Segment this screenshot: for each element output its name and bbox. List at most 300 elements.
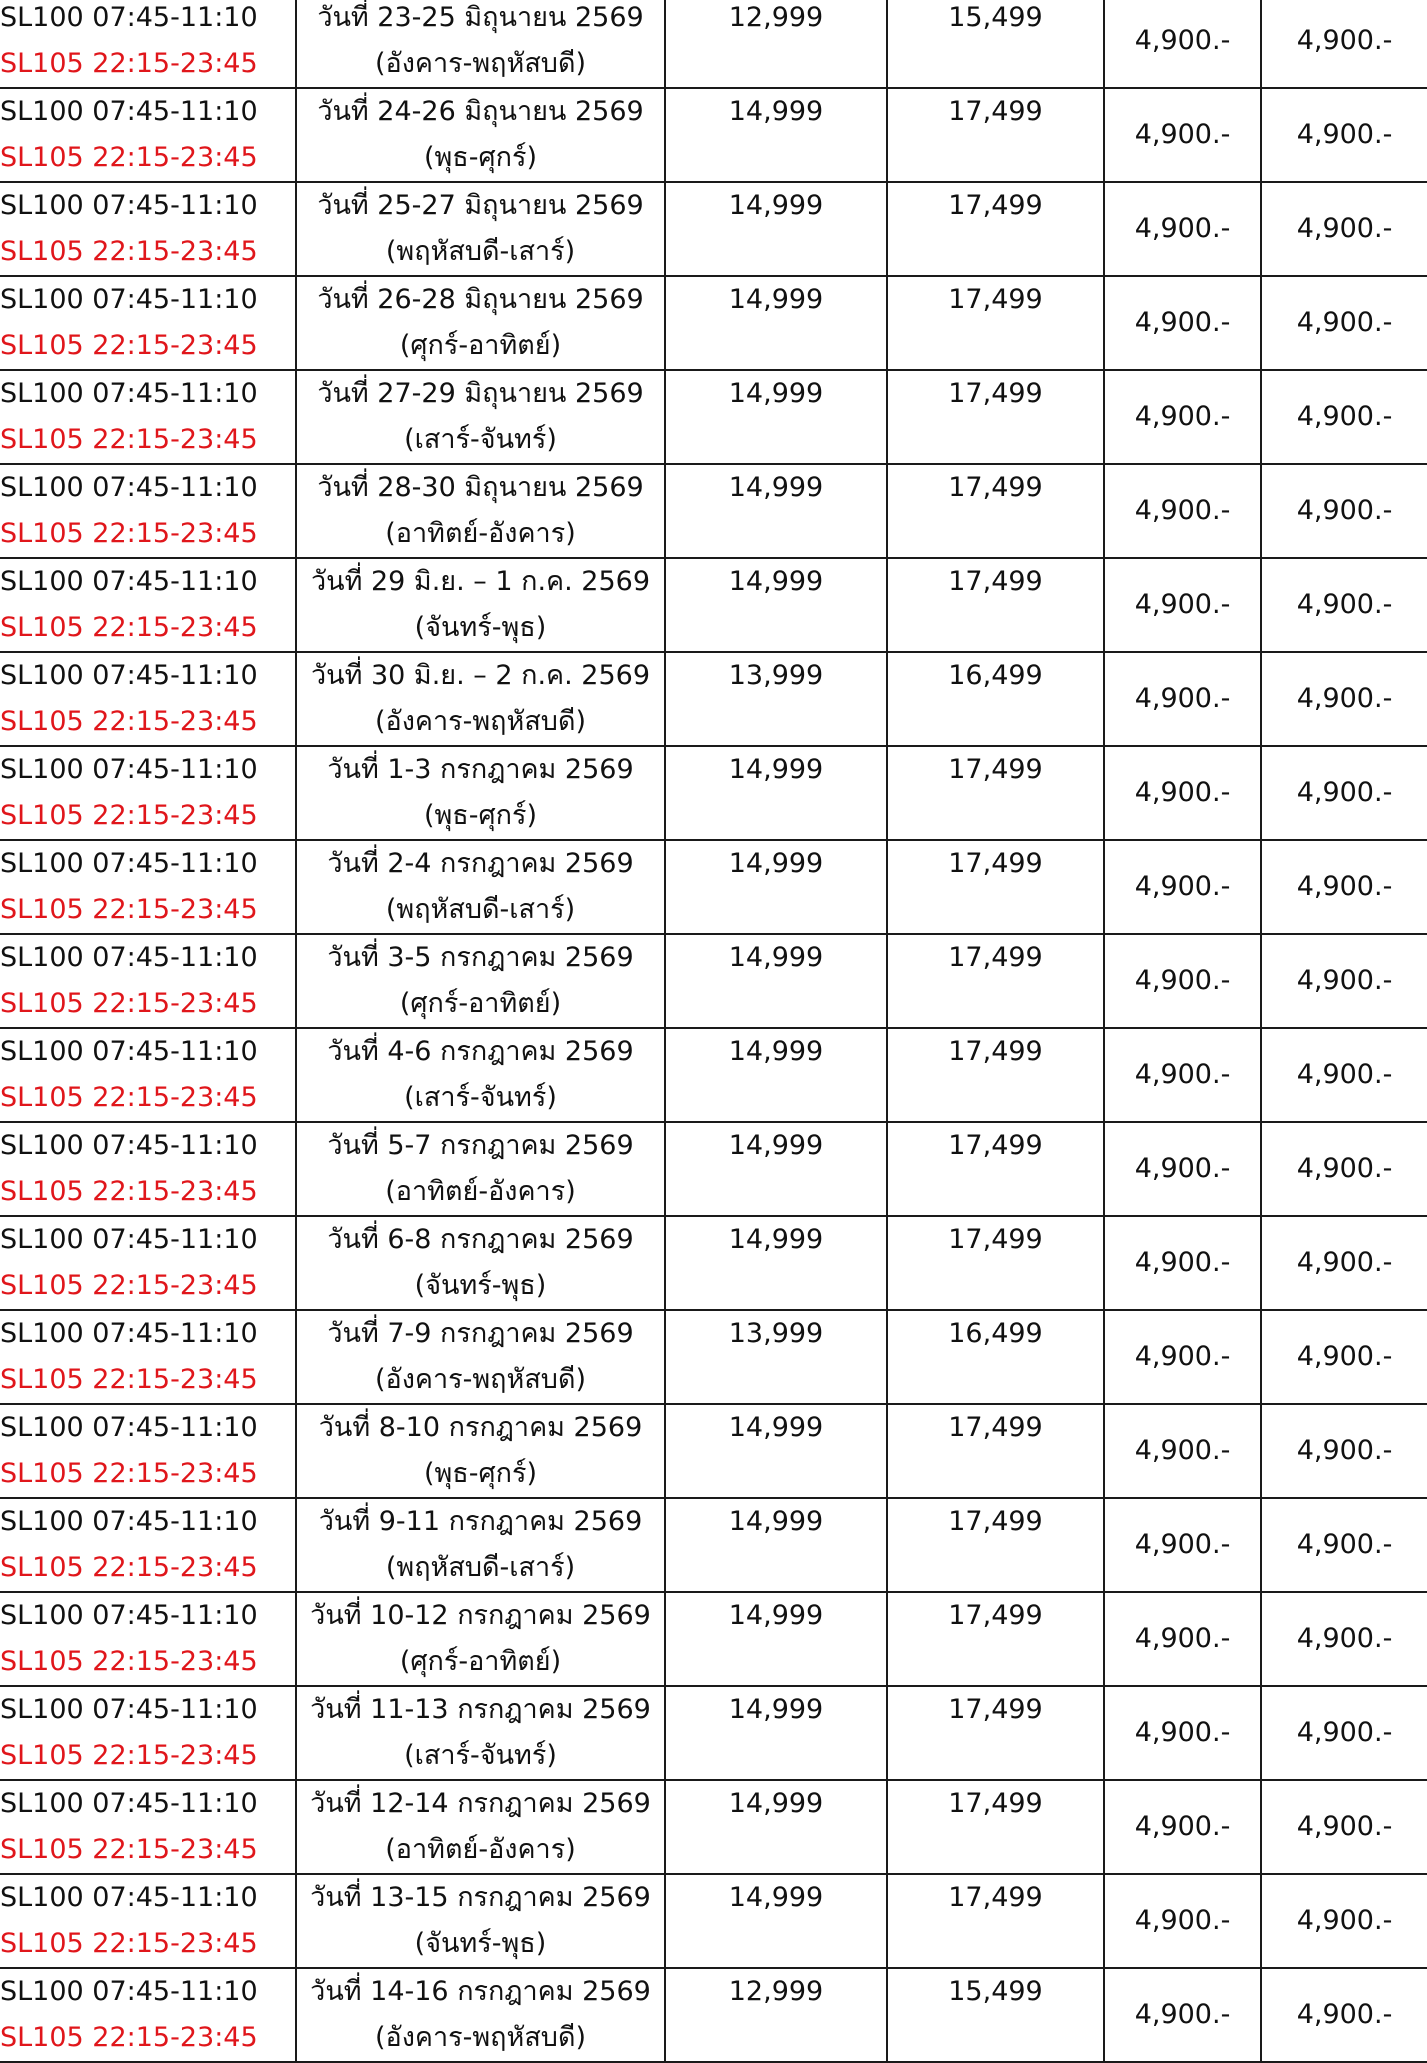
fee-a: 4,900.- (1134, 1905, 1231, 1936)
return-flight: SL105 22:15-23:45 (0, 1082, 258, 1113)
travel-date-cell (296, 464, 665, 558)
price-a: 14,999 (728, 1036, 824, 1067)
travel-weekdays: (จันทร์-พุธ) (414, 612, 547, 643)
return-flight: SL105 22:15-23:45 (0, 612, 258, 643)
price-cell-a (665, 558, 887, 652)
price-cell-b (887, 1592, 1104, 1686)
price-b: 17,499 (948, 1412, 1043, 1443)
return-flight: SL105 22:15-23:45 (0, 1458, 258, 1489)
flight-cell (0, 182, 296, 276)
flight-cell (0, 1780, 296, 1874)
fee-cell-b (1261, 1874, 1427, 1968)
outbound-flight: SL100 07:45-11:10 (0, 1036, 258, 1067)
price-cell-b (887, 1216, 1104, 1310)
return-flight: SL105 22:15-23:45 (0, 1740, 258, 1771)
price-cell-b (887, 370, 1104, 464)
travel-date-cell (296, 652, 665, 746)
fee-cell-b (1261, 1780, 1427, 1874)
travel-date-cell (296, 0, 665, 88)
fee-a: 4,900.- (1134, 1999, 1231, 2030)
fee-cell-a (1104, 1592, 1261, 1686)
return-flight: SL105 22:15-23:45 (0, 988, 258, 1019)
price-cell-b (887, 88, 1104, 182)
fee-b: 4,900.- (1296, 495, 1393, 526)
fee-a: 4,900.- (1134, 495, 1231, 526)
flight-cell (0, 1686, 296, 1780)
fee-cell-b (1261, 464, 1427, 558)
travel-dates: วันที่ 23-25 มิถุนายน 2569 (317, 2, 644, 33)
price-cell-a (665, 370, 887, 464)
travel-date-cell (296, 370, 665, 464)
outbound-flight: SL100 07:45-11:10 (0, 1976, 258, 2007)
fee-b: 4,900.- (1296, 213, 1393, 244)
fee-cell-b (1261, 1968, 1427, 2062)
fee-a: 4,900.- (1134, 1529, 1231, 1560)
table-row (0, 464, 1427, 558)
price-b: 17,499 (948, 754, 1043, 785)
price-a: 14,999 (728, 1600, 824, 1631)
outbound-flight: SL100 07:45-11:10 (0, 942, 258, 973)
fee-a: 4,900.- (1134, 589, 1231, 620)
price-cell-a (665, 1498, 887, 1592)
price-cell-b (887, 1780, 1104, 1874)
price-cell-b (887, 0, 1104, 88)
fee-cell-b (1261, 1686, 1427, 1780)
travel-weekdays: (อังคาร-พฤหัสบดี) (374, 2022, 587, 2053)
fee-b: 4,900.- (1296, 965, 1393, 996)
travel-date-cell (296, 1122, 665, 1216)
price-cell-b (887, 558, 1104, 652)
price-cell-a (665, 1310, 887, 1404)
travel-weekdays: (พุธ-ศุกร์) (423, 1458, 538, 1489)
travel-dates: วันที่ 25-27 มิถุนายน 2569 (317, 190, 644, 221)
fee-cell-a (1104, 370, 1261, 464)
outbound-flight: SL100 07:45-11:10 (0, 1130, 258, 1161)
fee-cell-a (1104, 276, 1261, 370)
fee-b: 4,900.- (1296, 683, 1393, 714)
flight-cell (0, 746, 296, 840)
price-a: 14,999 (728, 1882, 824, 1913)
fee-cell-b (1261, 276, 1427, 370)
fee-cell-a (1104, 1780, 1261, 1874)
travel-dates: วันที่ 14-16 กรกฎาคม 2569 (310, 1976, 651, 2007)
travel-weekdays: (อังคาร-พฤหัสบดี) (374, 1364, 587, 1395)
travel-dates: วันที่ 5-7 กรกฎาคม 2569 (327, 1130, 634, 1161)
travel-weekdays: (พฤหัสบดี-เสาร์) (385, 236, 576, 267)
flight-cell (0, 934, 296, 1028)
table-row (0, 0, 1427, 88)
travel-dates: วันที่ 3-5 กรกฎาคม 2569 (327, 942, 634, 973)
flight-cell (0, 840, 296, 934)
price-cell-a (665, 1028, 887, 1122)
flight-cell (0, 1968, 296, 2062)
travel-weekdays: (จันทร์-พุธ) (414, 1928, 547, 1959)
fee-a: 4,900.- (1134, 1717, 1231, 1748)
outbound-flight: SL100 07:45-11:10 (0, 1318, 258, 1349)
fee-b: 4,900.- (1296, 401, 1393, 432)
return-flight: SL105 22:15-23:45 (0, 1176, 258, 1207)
price-a: 14,999 (728, 566, 824, 597)
price-b: 17,499 (948, 1224, 1043, 1255)
price-cell-a (665, 1686, 887, 1780)
fee-cell-b (1261, 746, 1427, 840)
fee-cell-b (1261, 558, 1427, 652)
travel-weekdays: (อาทิตย์-อังคาร) (385, 518, 576, 549)
table-row (0, 652, 1427, 746)
price-cell-b (887, 1310, 1104, 1404)
outbound-flight: SL100 07:45-11:10 (0, 1788, 258, 1819)
price-a: 14,999 (728, 190, 824, 221)
price-b: 17,499 (948, 190, 1043, 221)
fee-cell-a (1104, 182, 1261, 276)
price-b: 17,499 (948, 1130, 1043, 1161)
travel-date-cell (296, 1686, 665, 1780)
price-a: 14,999 (728, 284, 824, 315)
table-row (0, 558, 1427, 652)
flight-cell (0, 1874, 296, 1968)
fee-b: 4,900.- (1296, 1811, 1393, 1842)
fee-b: 4,900.- (1296, 1529, 1393, 1560)
outbound-flight: SL100 07:45-11:10 (0, 1882, 258, 1913)
price-b: 15,499 (948, 1976, 1043, 2007)
fee-a: 4,900.- (1134, 1341, 1231, 1372)
travel-dates: วันที่ 10-12 กรกฎาคม 2569 (310, 1600, 651, 1631)
price-b: 17,499 (948, 1788, 1043, 1819)
return-flight: SL105 22:15-23:45 (0, 48, 258, 79)
fee-cell-a (1104, 934, 1261, 1028)
travel-dates: วันที่ 11-13 กรกฎาคม 2569 (310, 1694, 651, 1725)
price-cell-b (887, 840, 1104, 934)
travel-weekdays: (อังคาร-พฤหัสบดี) (374, 48, 587, 79)
table-row (0, 1404, 1427, 1498)
fee-cell-b (1261, 370, 1427, 464)
fee-cell-a (1104, 88, 1261, 182)
fee-cell-a (1104, 652, 1261, 746)
travel-weekdays: (อาทิตย์-อังคาร) (385, 1834, 576, 1865)
table-row (0, 1686, 1427, 1780)
fee-cell-b (1261, 1028, 1427, 1122)
fee-a: 4,900.- (1134, 1059, 1231, 1090)
travel-date-cell (296, 1874, 665, 1968)
price-a: 14,999 (728, 1224, 824, 1255)
fee-a: 4,900.- (1134, 1623, 1231, 1654)
fee-cell-b (1261, 934, 1427, 1028)
price-cell-b (887, 1968, 1104, 2062)
fee-a: 4,900.- (1134, 401, 1231, 432)
price-cell-a (665, 182, 887, 276)
fee-a: 4,900.- (1134, 777, 1231, 808)
table-row (0, 276, 1427, 370)
travel-dates: วันที่ 7-9 กรกฎาคม 2569 (327, 1318, 634, 1349)
fee-cell-b (1261, 1310, 1427, 1404)
travel-dates: วันที่ 1-3 กรกฎาคม 2569 (327, 754, 634, 785)
fee-cell-a (1104, 1498, 1261, 1592)
travel-date-cell (296, 558, 665, 652)
price-cell-a (665, 1874, 887, 1968)
price-cell-b (887, 746, 1104, 840)
travel-dates: วันที่ 27-29 มิถุนายน 2569 (317, 378, 644, 409)
flight-cell (0, 276, 296, 370)
return-flight: SL105 22:15-23:45 (0, 800, 258, 831)
price-cell-a (665, 88, 887, 182)
travel-weekdays: (อังคาร-พฤหัสบดี) (374, 706, 587, 737)
price-a: 14,999 (728, 1506, 824, 1537)
outbound-flight: SL100 07:45-11:10 (0, 1412, 258, 1443)
travel-weekdays: (พุธ-ศุกร์) (423, 142, 538, 173)
price-b: 17,499 (948, 942, 1043, 973)
price-cell-a (665, 1780, 887, 1874)
price-cell-a (665, 652, 887, 746)
travel-date-cell (296, 1498, 665, 1592)
travel-dates: วันที่ 28-30 มิถุนายน 2569 (317, 472, 644, 503)
travel-weekdays: (พฤหัสบดี-เสาร์) (385, 894, 576, 925)
travel-date-cell (296, 1216, 665, 1310)
price-b: 17,499 (948, 1506, 1043, 1537)
travel-dates: วันที่ 4-6 กรกฎาคม 2569 (327, 1036, 634, 1067)
outbound-flight: SL100 07:45-11:10 (0, 472, 258, 503)
travel-dates: วันที่ 13-15 กรกฎาคม 2569 (310, 1882, 651, 1913)
travel-weekdays: (ศุกร์-อาทิตย์) (399, 1646, 562, 1677)
table-row (0, 1592, 1427, 1686)
outbound-flight: SL100 07:45-11:10 (0, 378, 258, 409)
fee-cell-b (1261, 182, 1427, 276)
fee-cell-b (1261, 0, 1427, 88)
fee-a: 4,900.- (1134, 1153, 1231, 1184)
price-cell-b (887, 1686, 1104, 1780)
price-b: 16,499 (948, 660, 1043, 691)
fee-cell-b (1261, 1592, 1427, 1686)
outbound-flight: SL100 07:45-11:10 (0, 284, 258, 315)
fee-b: 4,900.- (1296, 1717, 1393, 1748)
travel-dates: วันที่ 8-10 กรกฎาคม 2569 (318, 1412, 643, 1443)
price-cell-b (887, 1874, 1104, 1968)
travel-date-cell (296, 1310, 665, 1404)
price-cell-b (887, 1404, 1104, 1498)
flight-cell (0, 558, 296, 652)
return-flight: SL105 22:15-23:45 (0, 2022, 258, 2053)
fee-cell-a (1104, 1404, 1261, 1498)
table-row (0, 182, 1427, 276)
fee-b: 4,900.- (1296, 1623, 1393, 1654)
fee-b: 4,900.- (1296, 1435, 1393, 1466)
travel-date-cell (296, 1968, 665, 2062)
travel-date-cell (296, 840, 665, 934)
travel-date-cell (296, 746, 665, 840)
fee-a: 4,900.- (1134, 1247, 1231, 1278)
return-flight: SL105 22:15-23:45 (0, 706, 258, 737)
return-flight: SL105 22:15-23:45 (0, 236, 258, 267)
flight-cell (0, 0, 296, 88)
price-a: 14,999 (728, 1788, 824, 1819)
price-b: 17,499 (948, 378, 1043, 409)
outbound-flight: SL100 07:45-11:10 (0, 1506, 258, 1537)
price-a: 14,999 (728, 1412, 824, 1443)
price-b: 17,499 (948, 1600, 1043, 1631)
flight-cell (0, 1592, 296, 1686)
table-row (0, 88, 1427, 182)
table-row (0, 746, 1427, 840)
table-row (0, 1028, 1427, 1122)
price-cell-a (665, 464, 887, 558)
price-cell-a (665, 1122, 887, 1216)
fee-b: 4,900.- (1296, 1999, 1393, 2030)
fee-a: 4,900.- (1134, 119, 1231, 150)
price-a: 13,999 (728, 660, 824, 691)
flight-cell (0, 464, 296, 558)
fee-b: 4,900.- (1296, 589, 1393, 620)
fee-a: 4,900.- (1134, 25, 1231, 56)
table-row (0, 840, 1427, 934)
outbound-flight: SL100 07:45-11:10 (0, 848, 258, 879)
price-b: 15,499 (948, 2, 1043, 33)
price-b: 17,499 (948, 848, 1043, 879)
travel-date-cell (296, 1028, 665, 1122)
price-cell-a (665, 746, 887, 840)
return-flight: SL105 22:15-23:45 (0, 1364, 258, 1395)
travel-weekdays: (เสาร์-จันทร์) (404, 424, 557, 455)
price-b: 16,499 (948, 1318, 1043, 1349)
price-cell-b (887, 1122, 1104, 1216)
price-cell-a (665, 1968, 887, 2062)
fee-cell-b (1261, 1122, 1427, 1216)
price-cell-b (887, 934, 1104, 1028)
return-flight: SL105 22:15-23:45 (0, 1646, 258, 1677)
price-a: 12,999 (728, 2, 824, 33)
fee-b: 4,900.- (1296, 1153, 1393, 1184)
price-cell-a (665, 0, 887, 88)
fee-cell-a (1104, 1874, 1261, 1968)
return-flight: SL105 22:15-23:45 (0, 518, 258, 549)
price-cell-a (665, 840, 887, 934)
table-row (0, 370, 1427, 464)
travel-dates: วันที่ 24-26 มิถุนายน 2569 (317, 96, 644, 127)
fee-a: 4,900.- (1134, 1435, 1231, 1466)
price-a: 14,999 (728, 1694, 824, 1725)
travel-dates: วันที่ 30 มิ.ย. – 2 ก.ค. 2569 (310, 660, 651, 691)
flight-cell (0, 652, 296, 746)
table-row (0, 1310, 1427, 1404)
fee-cell-a (1104, 0, 1261, 88)
flight-cell (0, 370, 296, 464)
fee-a: 4,900.- (1134, 965, 1231, 996)
travel-weekdays: (อาทิตย์-อังคาร) (385, 1176, 576, 1207)
fee-b: 4,900.- (1296, 1059, 1393, 1090)
flight-cell (0, 88, 296, 182)
price-cell-b (887, 464, 1104, 558)
flight-cell (0, 1310, 296, 1404)
fee-cell-b (1261, 88, 1427, 182)
outbound-flight: SL100 07:45-11:10 (0, 190, 258, 221)
travel-date-cell (296, 1780, 665, 1874)
table-row (0, 1780, 1427, 1874)
return-flight: SL105 22:15-23:45 (0, 1270, 258, 1301)
price-cell-a (665, 276, 887, 370)
fee-cell-b (1261, 1498, 1427, 1592)
fee-cell-a (1104, 746, 1261, 840)
price-cell-a (665, 1216, 887, 1310)
price-b: 17,499 (948, 96, 1043, 127)
price-cell-a (665, 1592, 887, 1686)
fee-b: 4,900.- (1296, 25, 1393, 56)
travel-weekdays: (ศุกร์-อาทิตย์) (399, 988, 562, 1019)
fee-b: 4,900.- (1296, 1341, 1393, 1372)
outbound-flight: SL100 07:45-11:10 (0, 660, 258, 691)
fee-cell-a (1104, 1310, 1261, 1404)
travel-weekdays: (พฤหัสบดี-เสาร์) (385, 1552, 576, 1583)
table-row (0, 1968, 1427, 2062)
return-flight: SL105 22:15-23:45 (0, 142, 258, 173)
price-a: 14,999 (728, 754, 824, 785)
travel-weekdays: (พุธ-ศุกร์) (423, 800, 538, 831)
travel-date-cell (296, 276, 665, 370)
fee-cell-b (1261, 652, 1427, 746)
fee-cell-b (1261, 1404, 1427, 1498)
fee-b: 4,900.- (1296, 119, 1393, 150)
price-a: 14,999 (728, 942, 824, 973)
outbound-flight: SL100 07:45-11:10 (0, 1694, 258, 1725)
fee-a: 4,900.- (1134, 871, 1231, 902)
travel-date-cell (296, 934, 665, 1028)
flight-cell (0, 1122, 296, 1216)
price-b: 17,499 (948, 566, 1043, 597)
fee-cell-a (1104, 1968, 1261, 2062)
table-row (0, 1498, 1427, 1592)
outbound-flight: SL100 07:45-11:10 (0, 96, 258, 127)
outbound-flight: SL100 07:45-11:10 (0, 1224, 258, 1255)
return-flight: SL105 22:15-23:45 (0, 424, 258, 455)
travel-date-cell (296, 1404, 665, 1498)
outbound-flight: SL100 07:45-11:10 (0, 754, 258, 785)
price-b: 17,499 (948, 284, 1043, 315)
fee-cell-a (1104, 840, 1261, 934)
travel-dates: วันที่ 12-14 กรกฎาคม 2569 (310, 1788, 651, 1819)
flight-cell (0, 1498, 296, 1592)
table-row (0, 1122, 1427, 1216)
price-a: 14,999 (728, 96, 824, 127)
travel-weekdays: (จันทร์-พุธ) (414, 1270, 547, 1301)
fee-a: 4,900.- (1134, 1811, 1231, 1842)
price-cell-b (887, 1028, 1104, 1122)
travel-date-cell (296, 182, 665, 276)
travel-dates: วันที่ 2-4 กรกฎาคม 2569 (327, 848, 634, 879)
travel-date-cell (296, 88, 665, 182)
price-cell-a (665, 1404, 887, 1498)
travel-weekdays: (เสาร์-จันทร์) (404, 1082, 557, 1113)
flight-cell (0, 1216, 296, 1310)
price-cell-b (887, 652, 1104, 746)
fee-cell-a (1104, 1028, 1261, 1122)
price-a: 13,999 (728, 1318, 824, 1349)
price-a: 14,999 (728, 848, 824, 879)
return-flight: SL105 22:15-23:45 (0, 1834, 258, 1865)
price-cell-a (665, 934, 887, 1028)
fee-cell-a (1104, 1216, 1261, 1310)
price-b: 17,499 (948, 1694, 1043, 1725)
table-row (0, 1216, 1427, 1310)
fee-a: 4,900.- (1134, 307, 1231, 338)
travel-weekdays: (เสาร์-จันทร์) (404, 1740, 557, 1771)
price-b: 17,499 (948, 1882, 1043, 1913)
return-flight: SL105 22:15-23:45 (0, 1928, 258, 1959)
travel-dates: วันที่ 6-8 กรกฎาคม 2569 (327, 1224, 634, 1255)
fee-cell-a (1104, 1122, 1261, 1216)
price-a: 12,999 (728, 1976, 824, 2007)
price-cell-b (887, 276, 1104, 370)
fee-b: 4,900.- (1296, 871, 1393, 902)
fee-cell-b (1261, 1216, 1427, 1310)
price-a: 14,999 (728, 378, 824, 409)
travel-date-cell (296, 1592, 665, 1686)
